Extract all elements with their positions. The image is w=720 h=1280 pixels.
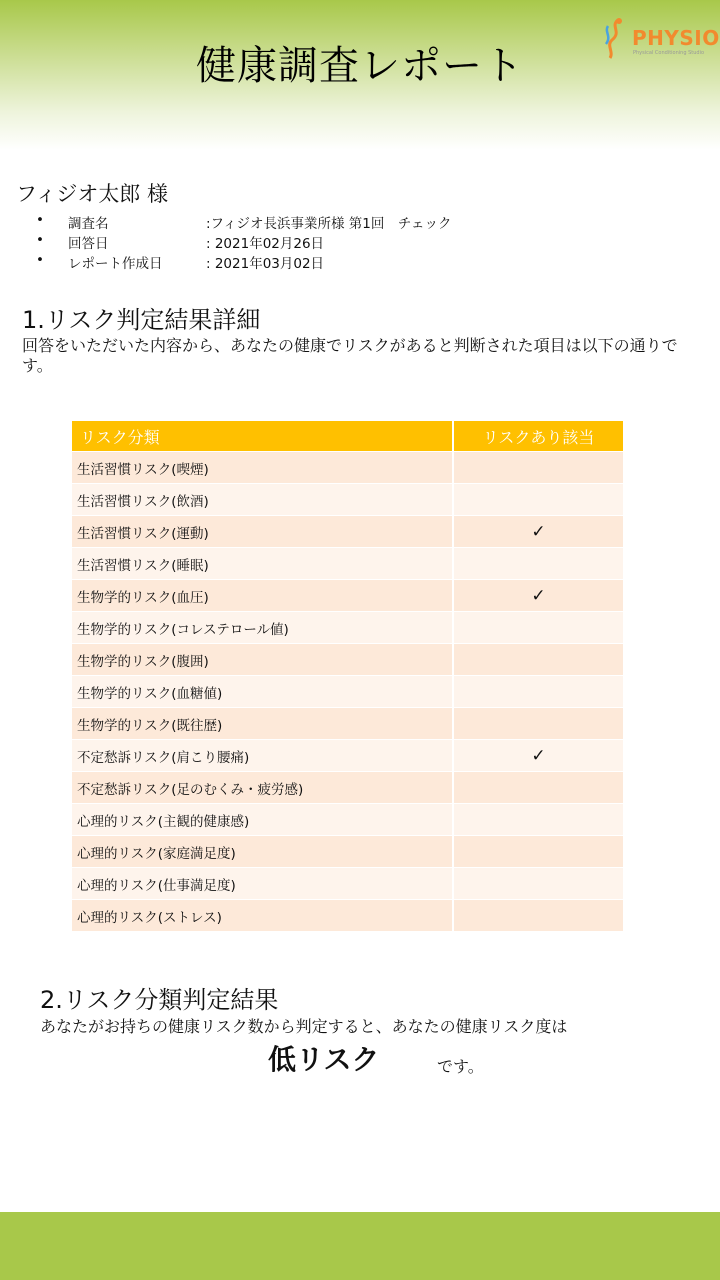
table-row [72, 452, 623, 484]
risk-hit-mark [453, 772, 623, 804]
header-category: リスク分類 [72, 421, 453, 452]
info-label: レポート作成日 [68, 256, 163, 272]
recipient-name: フィジオ太郎 様 [16, 182, 168, 206]
risk-hit-mark: ✓ [453, 740, 623, 772]
risk-hit-mark [453, 708, 623, 740]
table-row [72, 612, 623, 644]
risk-category: 生活習慣リスク(運動) [72, 516, 453, 548]
info-label: 回答日 [68, 236, 109, 252]
info-value: :フィジオ長浜事業所様 第1回 チェック [206, 216, 452, 232]
header-risk-hit: リスクあり該当 [453, 421, 623, 452]
risk-table [72, 421, 623, 931]
table-row [72, 676, 623, 708]
table-row [72, 804, 623, 836]
risk-hit-mark [453, 644, 623, 676]
header-banner [0, 0, 720, 150]
footer-bar [0, 1212, 720, 1280]
section1-description: 回答をいただいた内容から、あなたの健康でリスクがあると判断された項目は以下の通りです。 [22, 336, 678, 375]
bullet: • [36, 232, 44, 248]
table-row [72, 580, 623, 612]
table-row [72, 772, 623, 804]
risk-category: 不定愁訴リスク(肩こり腰痛) [72, 740, 453, 772]
risk-hit-mark [453, 452, 623, 484]
risk-hit-mark [453, 836, 623, 868]
info-value: : 2021年02月26日 [206, 236, 325, 252]
table-row [72, 548, 623, 580]
risk-category: 不定愁訴リスク(足のむくみ・疲労感) [72, 772, 453, 804]
table-header-row [72, 421, 623, 452]
info-value: : 2021年03月02日 [206, 256, 325, 272]
risk-category: 生活習慣リスク(睡眠) [72, 548, 453, 580]
risk-hit-mark [453, 804, 623, 836]
table-row [72, 900, 623, 932]
bullet: • [36, 252, 44, 268]
risk-hit-mark: ✓ [453, 580, 623, 612]
table-row [72, 868, 623, 900]
table-row [72, 484, 623, 516]
section2-description: あなたがお持ちの健康リスク数から判定すると、あなたの健康リスク度は [40, 1017, 568, 1036]
risk-category: 心理的リスク(主観的健康感) [72, 804, 453, 836]
risk-result: 低リスク [268, 1043, 380, 1076]
risk-category: 生物学的リスク(血糖値) [72, 676, 453, 708]
risk-category: 生活習慣リスク(飲酒) [72, 484, 453, 516]
logo-subtext: Physical Conditioning Studio [633, 50, 705, 56]
table-row [72, 516, 623, 548]
logo-figure-icon [600, 16, 630, 60]
info-label: 調査名 [68, 216, 109, 232]
physio-logo [600, 14, 720, 62]
risk-hit-mark: ✓ [453, 516, 623, 548]
risk-category: 生物学的リスク(既往歴) [72, 708, 453, 740]
risk-category: 生物学的リスク(腹囲) [72, 644, 453, 676]
page-title: 健康調査レポート [196, 43, 524, 89]
table-row [72, 836, 623, 868]
table-row [72, 708, 623, 740]
logo-text: PHYSIO [632, 26, 720, 50]
risk-hit-mark [453, 612, 623, 644]
risk-hit-mark [453, 676, 623, 708]
section2-title: 2.リスク分類判定結果 [40, 986, 279, 1014]
result-suffix: です。 [437, 1057, 484, 1076]
table-row [72, 740, 623, 772]
risk-category: 生物学的リスク(血圧) [72, 580, 453, 612]
risk-category: 心理的リスク(家庭満足度) [72, 836, 453, 868]
section1-title: 1.リスク判定結果詳細 [22, 306, 261, 334]
risk-hit-mark [453, 900, 623, 932]
risk-category: 生活習慣リスク(喫煙) [72, 452, 453, 484]
risk-hit-mark [453, 868, 623, 900]
table-row [72, 644, 623, 676]
risk-hit-mark [453, 548, 623, 580]
risk-category: 心理的リスク(ストレス) [72, 900, 453, 932]
risk-category: 心理的リスク(仕事満足度) [72, 868, 453, 900]
bullet: • [36, 212, 44, 228]
risk-hit-mark [453, 484, 623, 516]
risk-category: 生物学的リスク(コレステロール値) [72, 612, 453, 644]
